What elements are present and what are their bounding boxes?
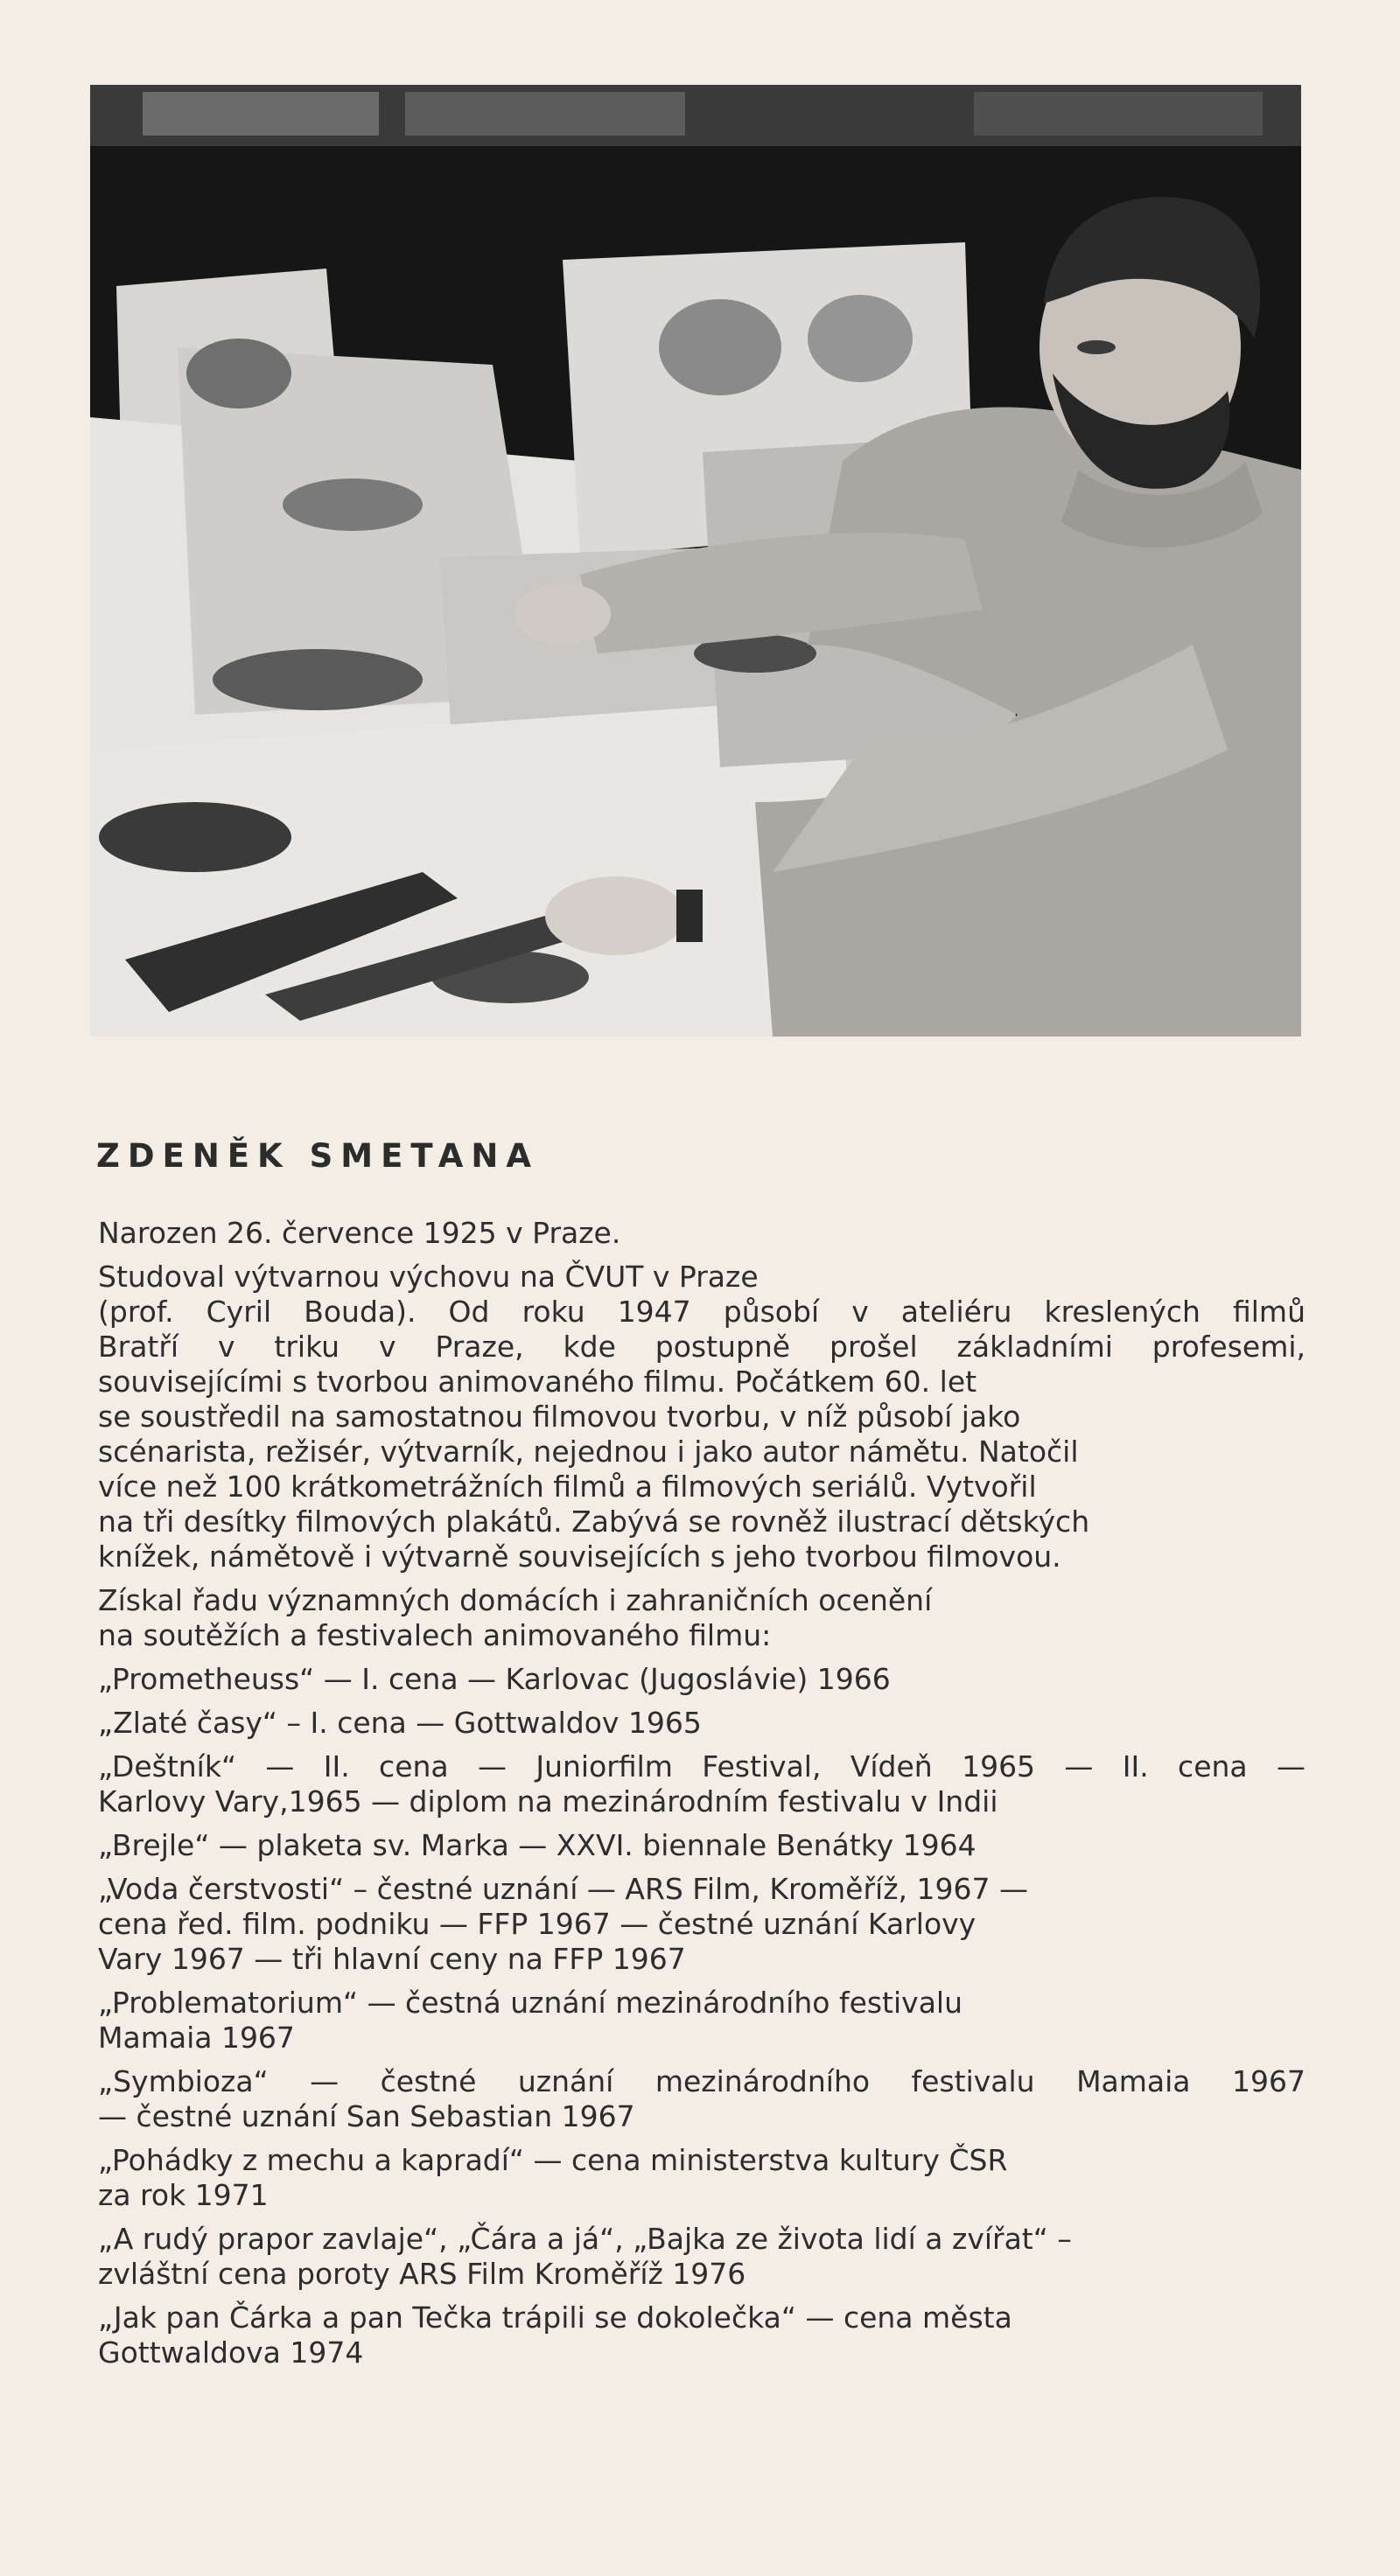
bio-line: Bratří v triku v Praze, kde postupně prošel základními profesemi, bbox=[98, 1330, 1306, 1364]
award-line: „Pohádky z mechu a kapradí“ — cena ministerstva kultury ČSR bbox=[98, 2143, 1008, 2177]
award-line: cena řed. film. podniku — FFP 1967 — čestné uznání Karlovy bbox=[98, 1907, 976, 1941]
award-line: „Deštník“ — II. cena — Juniorfilm Festival, Vídeň 1965 — II. cena — bbox=[98, 1749, 1306, 1784]
award-item bbox=[98, 1706, 1306, 1741]
bio-paragraph bbox=[98, 1216, 1306, 1251]
award-item bbox=[98, 2300, 1306, 2370]
award-line: Mamaia 1967 bbox=[98, 2021, 295, 2055]
award-line: „Brejle“ — plaketa sv. Marka — XXVI. biennale Benátky 1964 bbox=[98, 1828, 976, 1862]
award-line: „Jak pan Čárka a pan Tečka trápili se dokolečka“ — cena města bbox=[98, 2300, 1012, 2335]
bio-line: Získal řadu významných domácích i zahraničních ocenění bbox=[98, 1583, 933, 1617]
bio-line: se soustředil na samostatnou filmovou tvorbu, v níž působí jako bbox=[98, 1400, 1021, 1434]
award-line: „A rudý prapor zavlaje“, „Čára a já“, „Bajka ze života lidí a zvířat“ – bbox=[98, 2222, 1072, 2256]
award-line: „Problematorium“ — čestná uznání mezinárodního festivalu bbox=[98, 1986, 963, 2020]
award-line: „Zlaté časy“ – I. cena — Gottwaldov 1965 bbox=[98, 1706, 702, 1740]
award-line: Vary 1967 — tři hlavní ceny na FFP 1967 bbox=[98, 1942, 686, 1976]
award-line: „Prometheuss“ — I. cena — Karlovac (Jugoslávie) 1966 bbox=[98, 1662, 891, 1696]
artist-photo bbox=[90, 85, 1301, 1037]
bio-line: více než 100 krátkometrážních filmů a filmových seriálů. Vytvořil bbox=[98, 1470, 1037, 1504]
award-item bbox=[98, 1662, 1306, 1697]
page-title: ZDENĚK SMETANA bbox=[96, 1137, 539, 1175]
award-item bbox=[98, 1872, 1306, 1977]
bio-line: scénarista, režisér, výtvarník, nejednou i jako autor námětu. Natočil bbox=[98, 1435, 1079, 1469]
bio-paragraph bbox=[98, 1260, 1306, 1574]
bio-paragraph bbox=[98, 1583, 1306, 1653]
bio-line: na soutěžích a festivalech animovaného filmu: bbox=[98, 1618, 772, 1652]
bio-line: knížek, námětově i výtvarně souvisejících s jeho tvorbou filmovou. bbox=[98, 1539, 1061, 1574]
award-item bbox=[98, 2064, 1306, 2134]
bio-line: Narozen 26. července 1925 v Praze. bbox=[98, 1216, 621, 1250]
award-line: „Voda čerstvosti“ – čestné uznání — ARS Film, Kroměříž, 1967 — bbox=[98, 1872, 1028, 1906]
award-item bbox=[98, 1828, 1306, 1863]
award-item bbox=[98, 1986, 1306, 2056]
biography bbox=[98, 1216, 1306, 2379]
award-line: „Symbioza“ — čestné uznání mezinárodního festivalu Mamaia 1967 bbox=[98, 2064, 1306, 2098]
bio-line: Studoval výtvarnou výchovu na ČVUT v Praze bbox=[98, 1260, 759, 1294]
award-item bbox=[98, 1749, 1306, 1819]
award-item bbox=[98, 2143, 1306, 2213]
award-line: Karlovy Vary,1965 — diplom na mezinárodním festivalu v Indii bbox=[98, 1784, 998, 1819]
award-line: za rok 1971 bbox=[98, 2178, 269, 2212]
award-line: Gottwaldova 1974 bbox=[98, 2335, 364, 2370]
photo-illustration bbox=[90, 85, 1301, 1037]
bio-line: souvisejícími s tvorbou animovaného filmu. Počátkem 60. let bbox=[98, 1365, 977, 1399]
bio-line: na tři desítky filmových plakátů. Zabývá se rovněž ilustrací dětských bbox=[98, 1504, 1090, 1539]
award-line: zvláštní cena poroty ARS Film Kroměříž 1976 bbox=[98, 2257, 746, 2291]
award-item bbox=[98, 2222, 1306, 2292]
bio-line: (prof. Cyril Bouda). Od roku 1947 působí v ateliéru kreslených filmů bbox=[98, 1295, 1306, 1329]
award-line: — čestné uznání San Sebastian 1967 bbox=[98, 2099, 635, 2133]
